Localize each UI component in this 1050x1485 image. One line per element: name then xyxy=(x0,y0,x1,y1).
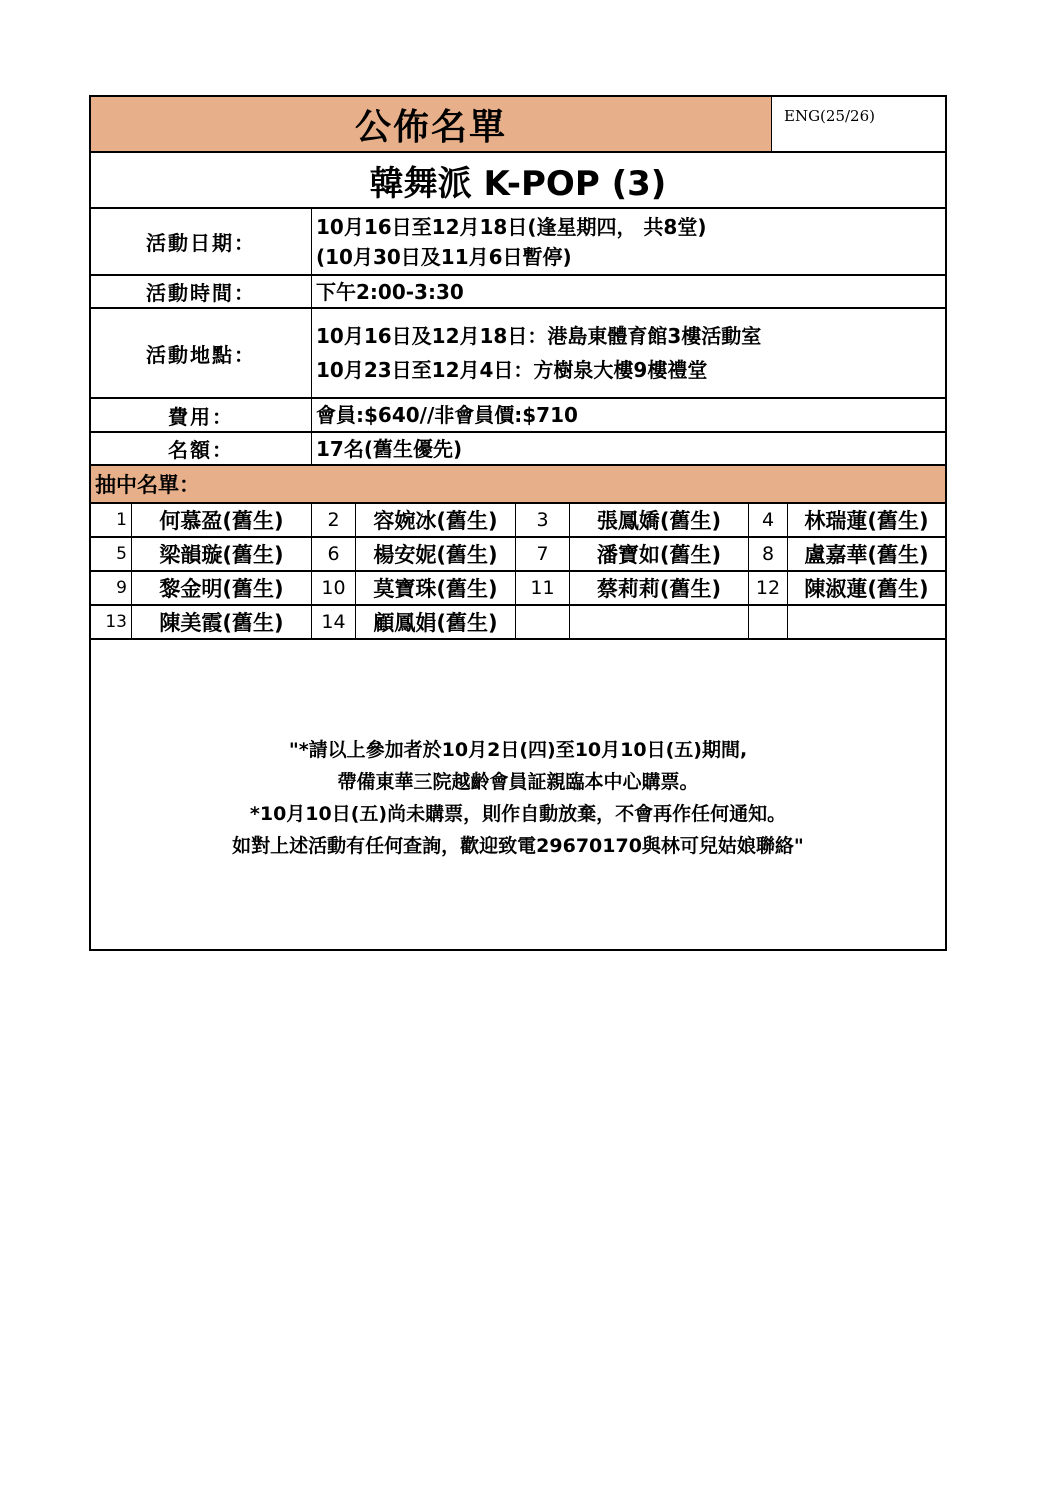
fee-label-cell xyxy=(91,399,311,431)
title-row xyxy=(89,95,947,153)
notice-row xyxy=(89,638,947,951)
page-title: 公佈名單 xyxy=(354,106,507,148)
table-row xyxy=(89,504,947,538)
entry-number: 13 xyxy=(105,612,127,632)
empty-cell xyxy=(515,606,569,638)
drawn-list-heading-row xyxy=(89,466,947,504)
entry-name: 林瑞蓮(舊生) xyxy=(787,504,945,536)
entry-number: 3 xyxy=(515,504,569,536)
entry-number: 9 xyxy=(116,578,127,598)
fee-row xyxy=(89,399,947,433)
empty-cell xyxy=(787,606,945,638)
quota-value-cell xyxy=(311,433,945,464)
date-value-line2: (10月30日及11月6日暫停) xyxy=(316,244,572,269)
venue-value-line1: 10月16日及12月18日：港島東體育館3樓活動室 xyxy=(316,324,762,348)
entry-name: 陳美霞(舊生) xyxy=(131,606,311,638)
entry-number: 12 xyxy=(748,572,787,604)
event-name-row xyxy=(89,153,947,209)
notice-line: 如對上述活動有任何查詢，歡迎致電29670170與林可兒姑娘聯絡" xyxy=(232,835,804,857)
page-title-cell xyxy=(91,97,771,151)
entry-number: 1 xyxy=(116,510,127,530)
entry-name: 張鳳嬌(舊生) xyxy=(569,504,748,536)
reference-cell xyxy=(771,97,945,151)
empty-cell xyxy=(748,606,787,638)
date-label: 活動日期： xyxy=(146,231,256,255)
time-row xyxy=(89,276,947,309)
date-value-cell xyxy=(311,209,945,274)
entry-number: 4 xyxy=(748,504,787,536)
table-row xyxy=(89,538,947,572)
date-row xyxy=(89,209,947,276)
time-label-cell xyxy=(91,276,311,307)
drawn-list-heading: 抽中名單： xyxy=(95,473,200,497)
reference-code: ENG(25/26) xyxy=(784,107,875,125)
entry-name: 楊安妮(舊生) xyxy=(355,538,515,570)
fee-label: 費用： xyxy=(168,404,234,429)
quota-label: 名額： xyxy=(168,438,234,462)
entry-number: 7 xyxy=(515,538,569,570)
entry-number: 5 xyxy=(116,544,127,564)
quota-value: 17名(舊生優先) xyxy=(316,436,463,461)
event-name-cell xyxy=(91,153,945,207)
date-label-cell xyxy=(91,209,311,274)
entry-name: 陳淑蓮(舊生) xyxy=(787,572,945,604)
entry-name: 梁韻璇(舊生) xyxy=(131,538,311,570)
entry-number: 11 xyxy=(515,572,569,604)
empty-cell xyxy=(569,606,748,638)
time-value: 下午2:00-3:30 xyxy=(316,279,464,304)
time-value-cell xyxy=(311,276,945,307)
drawn-list-heading-cell xyxy=(91,466,945,502)
entry-number: 2 xyxy=(311,504,355,536)
entry-number: 10 xyxy=(311,572,355,604)
venue-value-line2: 10月23日至12月4日：方樹泉大樓9樓禮堂 xyxy=(316,358,708,382)
notice-line: "*請以上參加者於10月2日(四)至10月10日(五)期間, xyxy=(288,739,748,761)
venue-label-cell xyxy=(91,309,311,397)
entry-name: 顧鳳娟(舊生) xyxy=(355,606,515,638)
venue-row xyxy=(89,309,947,399)
fee-value: 會員:$640//非會員價:$710 xyxy=(316,403,578,427)
notice-text xyxy=(91,734,945,862)
quota-row xyxy=(89,433,947,466)
entry-number: 8 xyxy=(748,538,787,570)
entry-name: 盧嘉華(舊生) xyxy=(787,538,945,570)
time-label: 活動時間： xyxy=(146,281,256,305)
entry-name: 何慕盈(舊生) xyxy=(131,504,311,536)
entry-name: 莫寶珠(舊生) xyxy=(355,572,515,604)
entry-name: 黎金明(舊生) xyxy=(131,572,311,604)
quota-label-cell xyxy=(91,433,311,464)
event-name: 韓舞派 K-POP (3) xyxy=(369,163,667,204)
entry-name: 容婉冰(舊生) xyxy=(355,504,515,536)
venue-label: 活動地點： xyxy=(146,342,256,367)
venue-value-cell xyxy=(311,309,945,397)
entry-name: 蔡莉莉(舊生) xyxy=(569,572,748,604)
table-row xyxy=(89,606,947,640)
notice-line: *10月10日(五)尚未購票，則作自動放棄，不會再作任何通知。 xyxy=(249,803,787,825)
entry-number: 14 xyxy=(311,606,355,638)
notice-line: 帶備東華三院越齡會員証親臨本中心購票。 xyxy=(337,771,699,793)
table-row xyxy=(89,572,947,606)
date-value-line1: 10月16日至12月18日(逢星期四， 共8堂) xyxy=(316,214,707,239)
entry-number: 6 xyxy=(311,538,355,570)
fee-value-cell xyxy=(311,399,945,431)
entry-name: 潘寶如(舊生) xyxy=(569,538,748,570)
